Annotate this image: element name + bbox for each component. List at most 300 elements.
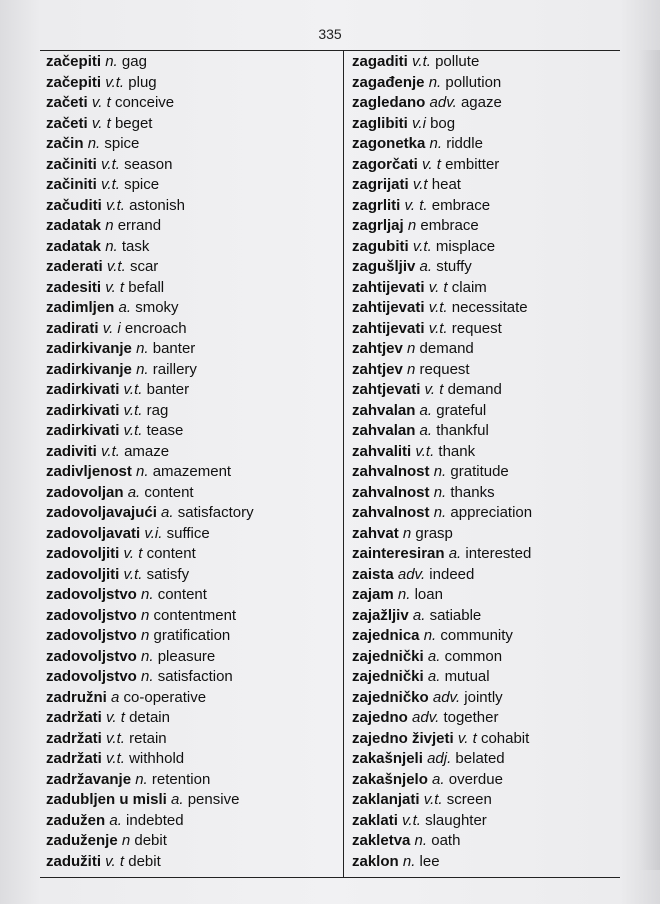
headword: zadužiti (46, 852, 101, 870)
dictionary-entry (46, 565, 338, 586)
headword: zaderati (46, 258, 103, 275)
part-of-speech: v.i (412, 114, 426, 132)
translation: pollute (435, 53, 480, 70)
translation: pensive (187, 791, 240, 808)
dictionary-entry (352, 462, 614, 483)
translation: debit (128, 852, 161, 870)
dictionary-entry (46, 216, 338, 237)
dictionary-entry (46, 421, 338, 442)
dictionary-entry (46, 831, 338, 852)
translation: gratification (153, 627, 231, 644)
dictionary-entry (352, 134, 614, 155)
dictionary-entry (46, 401, 338, 422)
part-of-speech: v.t. (106, 729, 125, 747)
translation: astonish (129, 196, 185, 214)
dictionary-entry (352, 667, 614, 688)
translation: errand (117, 217, 162, 234)
part-of-speech: a. (127, 483, 141, 501)
dictionary-entry (352, 790, 614, 811)
part-of-speech: n. (136, 360, 149, 378)
dictionary-entry (352, 155, 614, 176)
dictionary-entry (352, 442, 614, 463)
part-of-speech: adv. (397, 565, 426, 583)
translation: banter (152, 340, 196, 357)
dictionary-entry (352, 380, 614, 401)
part-of-speech: v.i. (144, 524, 163, 542)
part-of-speech: a. (171, 791, 184, 808)
headword: zahtijevati (352, 278, 425, 296)
dictionary-entry (352, 114, 614, 135)
part-of-speech: v.t. (106, 750, 125, 767)
translation: befall (128, 278, 165, 296)
headword: začuditi (46, 196, 102, 214)
translation: request (451, 319, 502, 337)
part-of-speech: n. (402, 852, 416, 870)
part-of-speech: adv. (429, 94, 457, 111)
dictionary-entry (46, 647, 338, 668)
headword: zagrljaj (352, 217, 404, 234)
translation: stuffy (436, 258, 472, 275)
translation: amazement (152, 463, 232, 480)
part-of-speech: a. (419, 258, 433, 275)
dictionary-entry (46, 729, 338, 750)
dictionary-entry (46, 319, 338, 340)
translation: lee (419, 852, 440, 870)
headword: zagorčati (352, 155, 418, 173)
part-of-speech: n (407, 217, 417, 234)
dictionary-entry (352, 503, 614, 524)
dictionary-entry (352, 257, 614, 278)
translation: thankful (436, 422, 489, 439)
translation: rag (146, 401, 169, 419)
dictionary-entry (46, 606, 338, 627)
part-of-speech: a. (427, 647, 441, 665)
dictionary-entry (352, 524, 614, 545)
translation: community (440, 627, 513, 644)
part-of-speech: v.t. (123, 401, 143, 419)
part-of-speech: v. t (457, 729, 477, 747)
headword: zahtjev (352, 340, 403, 357)
headword: zaklanjati (352, 791, 420, 808)
headword: zajedno (352, 709, 408, 726)
part-of-speech: a. (427, 668, 441, 685)
headword: zadovoljavati (46, 524, 141, 542)
headword: zahvalnost (352, 504, 430, 521)
headword: zajednica (352, 627, 420, 644)
column-divider (343, 50, 344, 878)
dictionary-entry (352, 421, 614, 442)
translation: overdue (448, 770, 503, 788)
headword: zadivljenost (46, 463, 132, 480)
translation: season (124, 155, 173, 173)
part-of-speech: v. t (91, 114, 111, 132)
dictionary-entry (46, 93, 338, 114)
translation: demand (447, 381, 502, 398)
headword: zadužen (46, 811, 106, 829)
headword: zahvat (352, 524, 399, 542)
translation: grateful (436, 401, 487, 419)
translation: satisfaction (157, 668, 233, 685)
part-of-speech: v. i (102, 319, 121, 337)
translation: screen (446, 791, 492, 808)
part-of-speech: v.t. (402, 811, 421, 829)
part-of-speech: v.t. (428, 299, 448, 316)
part-of-speech: n. (87, 135, 101, 152)
part-of-speech: a. (448, 545, 462, 562)
part-of-speech: a (111, 688, 120, 706)
dictionary-entry (352, 339, 614, 360)
translation: embrace (431, 196, 491, 214)
translation: bog (430, 114, 456, 132)
left-column (46, 52, 338, 872)
dictionary-entry (352, 544, 614, 565)
part-of-speech: v.t. (412, 237, 432, 255)
dictionary-entry (352, 585, 614, 606)
dictionary-entry (46, 503, 338, 524)
headword: zadatak (46, 217, 102, 234)
dictionary-entry (352, 93, 614, 114)
part-of-speech: n. (141, 647, 154, 665)
dictionary-entry (352, 626, 614, 647)
part-of-speech: v.t. (105, 73, 125, 91)
part-of-speech: n (141, 627, 150, 644)
dictionary-entry (352, 298, 614, 319)
part-of-speech: a. (419, 401, 433, 419)
dictionary-entry (46, 134, 338, 155)
headword: zadirkivanje (46, 360, 132, 378)
translation: suffice (166, 524, 210, 542)
headword: zadovoljan (46, 483, 124, 501)
translation: mutual (444, 668, 490, 685)
translation: satisfactory (177, 504, 254, 521)
dictionary-entry (46, 852, 338, 873)
dictionary-entry (352, 360, 614, 381)
headword: zaklati (352, 811, 398, 829)
part-of-speech: n (105, 217, 114, 234)
dictionary-entry (46, 257, 338, 278)
dictionary-entry (46, 380, 338, 401)
translation: pollution (445, 73, 502, 91)
part-of-speech: n. (414, 832, 428, 849)
headword: zainteresiran (352, 545, 445, 562)
part-of-speech: v. t (106, 709, 125, 726)
headword: zadovoljstvo (46, 647, 137, 665)
dictionary-entry (46, 790, 338, 811)
headword: zadirkivati (46, 401, 120, 419)
headword: zadubljen u misli (46, 791, 167, 808)
dictionary-entry (352, 401, 614, 422)
dictionary-entry (46, 544, 338, 565)
translation: necessitate (451, 299, 528, 316)
part-of-speech: v.t. (415, 442, 435, 460)
translation: scar (129, 258, 159, 275)
headword: zadovoljstvo (46, 606, 137, 624)
dictionary-entry (46, 278, 338, 299)
headword: zaduženje (46, 832, 118, 849)
headword: zahvalan (352, 422, 416, 439)
right-column (352, 52, 614, 872)
translation: request (419, 360, 470, 378)
dictionary-entry (352, 647, 614, 668)
part-of-speech: n. (105, 53, 118, 70)
part-of-speech: adv. (432, 688, 461, 706)
dictionary-entry (46, 483, 338, 504)
dictionary-entry (46, 667, 338, 688)
dictionary-entry (352, 196, 614, 217)
translation: banter (146, 381, 190, 398)
headword: zagubiti (352, 237, 409, 255)
headword: zaklon (352, 852, 399, 870)
dictionary-entry (352, 73, 614, 94)
part-of-speech: a. (419, 422, 433, 439)
part-of-speech: v. t (105, 278, 125, 296)
dictionary-entry (46, 811, 338, 832)
part-of-speech: n (121, 832, 131, 849)
headword: zajam (352, 586, 394, 603)
part-of-speech: n. (135, 770, 148, 788)
translation: contentment (153, 606, 237, 624)
translation: cohabit (480, 729, 530, 747)
headword: zakašnjelo (352, 770, 428, 788)
dictionary-entry (352, 52, 614, 73)
dictionary-entry (46, 298, 338, 319)
dictionary-entry (352, 688, 614, 709)
part-of-speech: n. (429, 135, 443, 152)
part-of-speech: v.t. (106, 196, 125, 214)
part-of-speech: adj. (427, 750, 452, 767)
headword: zadovoljiti (46, 545, 120, 562)
dictionary-entry (46, 155, 338, 176)
dictionary-entry (352, 216, 614, 237)
part-of-speech: n. (428, 73, 442, 91)
translation: interested (465, 545, 532, 562)
dictionary-entry (46, 688, 338, 709)
headword: zahvalnost (352, 463, 430, 480)
headword: zahvaliti (352, 442, 412, 460)
headword: zajedničko (352, 688, 429, 706)
part-of-speech: v.t. (428, 319, 448, 337)
headword: zadiviti (46, 442, 97, 460)
headword: začeti (46, 114, 88, 132)
dictionary-entry (352, 565, 614, 586)
translation: pleasure (157, 647, 216, 665)
headword: zadirkivanje (46, 340, 132, 357)
dictionary-entry (352, 729, 614, 750)
translation: thank (438, 442, 476, 460)
dictionary-entry (352, 237, 614, 258)
translation: smoky (135, 299, 179, 316)
headword: zahtjev (352, 360, 403, 378)
dictionary-entry (46, 462, 338, 483)
dictionary-entry (46, 770, 338, 791)
headword: zagledano (352, 94, 426, 111)
translation: encroach (124, 319, 187, 337)
page-edge-shadow (638, 50, 660, 870)
headword: zadatak (46, 237, 102, 255)
translation: misplace (435, 237, 496, 255)
headword: zadesiti (46, 278, 102, 296)
part-of-speech: adv. (412, 709, 440, 726)
translation: spice (104, 135, 140, 152)
translation: indeed (429, 565, 475, 583)
part-of-speech: n. (423, 627, 437, 644)
headword: zadovoljavajući (46, 504, 157, 521)
headword: začepiti (46, 53, 102, 70)
part-of-speech: a. (161, 504, 174, 521)
part-of-speech: v. t (424, 381, 444, 398)
part-of-speech: n. (433, 504, 447, 521)
dictionary-entry (352, 319, 614, 340)
translation: loan (414, 586, 443, 603)
headword: zajažljiv (352, 606, 409, 624)
headword: zagaditi (352, 53, 408, 70)
part-of-speech: v.t. (123, 422, 143, 439)
translation: claim (451, 278, 487, 296)
translation: jointly (464, 688, 503, 706)
translation: amaze (124, 442, 170, 460)
translation: together (443, 709, 499, 726)
part-of-speech: n (141, 606, 150, 624)
headword: začepiti (46, 73, 102, 91)
part-of-speech: n (402, 524, 412, 542)
translation: co-operative (123, 688, 207, 706)
headword: začiniti (46, 176, 97, 193)
translation: embrace (420, 217, 479, 234)
headword: zajedno živjeti (352, 729, 454, 747)
translation: belated (455, 750, 505, 767)
translation: retain (129, 729, 167, 747)
dictionary-entry (46, 196, 338, 217)
headword: zaglibiti (352, 114, 408, 132)
headword: zadržati (46, 729, 102, 747)
headword: zajednički (352, 647, 424, 665)
dictionary-entry (46, 339, 338, 360)
translation: riddle (446, 135, 483, 152)
part-of-speech: n (407, 360, 416, 378)
translation: grasp (415, 524, 453, 542)
translation: content (144, 483, 194, 501)
part-of-speech: v.t. (123, 565, 143, 583)
dictionary-entry (46, 708, 338, 729)
dictionary-entry (46, 585, 338, 606)
dictionary-entry (352, 831, 614, 852)
translation: content (146, 545, 196, 562)
part-of-speech: n. (105, 237, 118, 255)
part-of-speech: a. (118, 299, 132, 316)
part-of-speech: v. t (91, 94, 111, 111)
headword: zahtijevati (352, 299, 425, 316)
part-of-speech: a. (412, 606, 426, 624)
part-of-speech: v.t. (412, 53, 431, 70)
page-number: 335 (318, 26, 342, 42)
dictionary-entry (352, 278, 614, 299)
translation: thanks (450, 483, 495, 501)
dictionary-entry (46, 175, 338, 196)
part-of-speech: v.t. (123, 381, 143, 398)
headword: zahtjevati (352, 381, 421, 398)
part-of-speech: n. (141, 668, 154, 685)
dictionary-entry (352, 811, 614, 832)
part-of-speech: v.t. (423, 791, 443, 808)
part-of-speech: n (407, 340, 416, 357)
translation: raillery (152, 360, 197, 378)
part-of-speech: n. (136, 463, 149, 480)
headword: zadovoljstvo (46, 627, 137, 644)
headword: zadirkivati (46, 381, 120, 398)
part-of-speech: v.t (412, 176, 428, 193)
headword: začin (46, 135, 84, 152)
part-of-speech: n. (433, 483, 447, 501)
headword: zadovoljiti (46, 565, 120, 583)
headword: zadružni (46, 688, 107, 706)
part-of-speech: n. (433, 463, 447, 480)
translation: content (157, 586, 207, 603)
part-of-speech: a. (109, 811, 122, 829)
translation: satisfy (146, 565, 190, 583)
headword: začiniti (46, 155, 97, 173)
headword: zadirati (46, 319, 99, 337)
part-of-speech: v. t (123, 545, 143, 562)
dictionary-entry (46, 626, 338, 647)
translation: common (444, 647, 503, 665)
translation: slaughter (425, 811, 487, 829)
translation: appreciation (450, 504, 533, 521)
dictionary-entry (46, 442, 338, 463)
headword: zahvalan (352, 401, 416, 419)
translation: retention (151, 770, 211, 788)
translation: plug (128, 73, 157, 91)
headword: zagonetka (352, 135, 426, 152)
part-of-speech: n. (136, 340, 149, 357)
headword: zakašnjeli (352, 750, 423, 767)
headword: zajednički (352, 668, 424, 685)
translation: embitter (445, 155, 500, 173)
dictionary-entry (46, 524, 338, 545)
translation: detain (129, 709, 170, 726)
translation: satiable (429, 606, 482, 624)
headword: zadržavanje (46, 770, 132, 788)
translation: withhold (129, 750, 185, 767)
translation: agaze (460, 94, 502, 111)
headword: zagađenje (352, 73, 425, 91)
translation: demand (419, 340, 474, 357)
part-of-speech: n. (397, 586, 411, 603)
translation: tease (146, 422, 184, 439)
translation: indebted (126, 811, 184, 829)
translation: beget (114, 114, 153, 132)
dictionary-entry (352, 852, 614, 873)
part-of-speech: v. t (428, 278, 448, 296)
dictionary-entry (352, 483, 614, 504)
dictionary-entry (352, 770, 614, 791)
dictionary-entry (46, 749, 338, 770)
part-of-speech: a. (432, 770, 445, 788)
part-of-speech: v. t. (404, 196, 428, 214)
translation: oath (431, 832, 461, 849)
headword: zadimljen (46, 299, 115, 316)
dictionary-entry (352, 708, 614, 729)
dictionary-entry (46, 237, 338, 258)
translation: task (121, 237, 150, 255)
dictionary-entry (352, 749, 614, 770)
translation: conceive (114, 94, 175, 111)
headword: zahvalnost (352, 483, 430, 501)
headword: zadirkivati (46, 422, 120, 439)
translation: gratitude (450, 463, 509, 480)
translation: heat (431, 176, 461, 193)
dictionary-entry (46, 114, 338, 135)
headword: zadržati (46, 709, 102, 726)
